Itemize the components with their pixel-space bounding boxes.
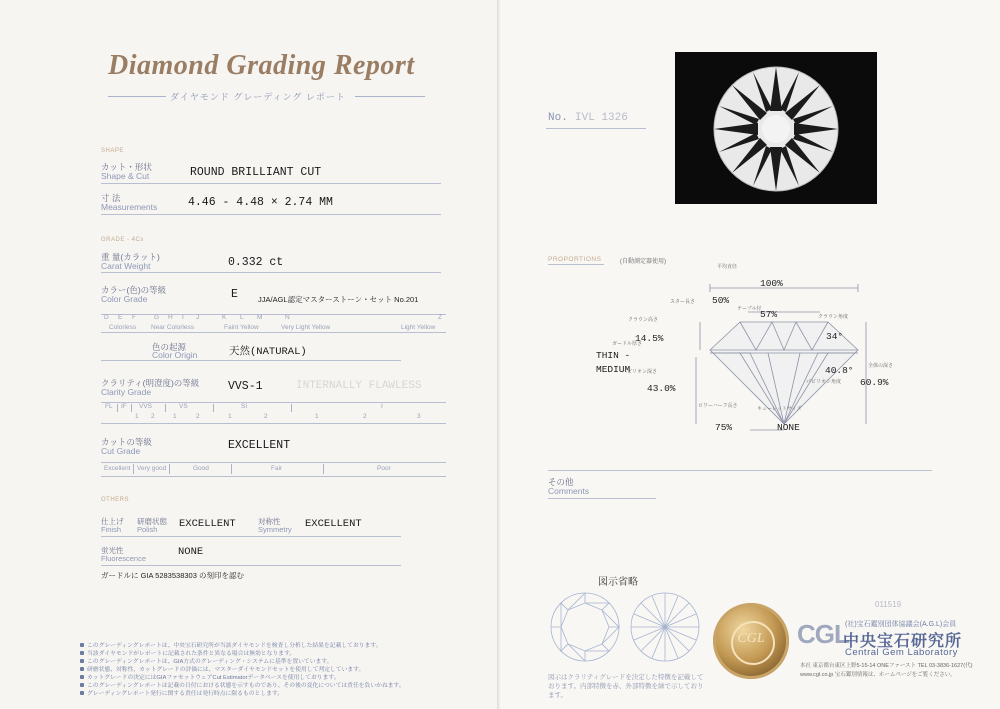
cut-label-en: Cut Grade xyxy=(101,446,141,456)
color-label-jp: カラー(色)の等級 xyxy=(101,285,167,295)
color-value: E xyxy=(231,288,238,301)
divider xyxy=(101,183,441,184)
lower-half-value: 75% xyxy=(715,422,733,433)
clarity-scale-line xyxy=(101,423,446,424)
divider xyxy=(101,214,441,215)
clarity-label-en: Clarity Grade xyxy=(101,387,152,397)
footnote: 研磨状態、対称性、カットグレードの評価には、マスターダイヤモンドセットを使用して判定しています。 xyxy=(80,666,480,674)
clarity-value: VVS-1 xyxy=(228,380,263,393)
serial-number: 011519 xyxy=(875,600,902,609)
diamond-profile-diagram xyxy=(690,262,880,442)
color-letter: K xyxy=(222,314,227,321)
polish-label-jp: 研磨状態 xyxy=(137,517,167,526)
color-letter: H xyxy=(168,314,173,321)
origin-label-en: Color Origin xyxy=(152,350,198,360)
culet-size-value: NONE xyxy=(777,422,800,433)
footnote: このグレーディングレポートは、GIA方式のグレーディング・システムに基準を置いています。 xyxy=(80,658,480,666)
girdle-inscription-note: ガードルに GIA 5283538303 の刻印を認む xyxy=(101,571,244,580)
color-letter: E xyxy=(118,314,123,321)
clarity-sub: 1 xyxy=(228,413,232,420)
cut-scale-poor: Poor xyxy=(377,465,391,472)
color-letter: N xyxy=(285,314,290,321)
proportions-auto-note: (自動測定器使用) xyxy=(620,259,666,265)
lower-half-label: ロワーハーフ長さ xyxy=(698,403,738,409)
divider xyxy=(101,565,401,566)
girdle-thickness-label: ガードル厚さ xyxy=(612,341,643,347)
color-scale xyxy=(101,314,446,334)
girdle-value-line2: MEDIUM xyxy=(596,364,631,375)
seal-text: CGL xyxy=(737,631,765,646)
title-rule-right xyxy=(355,96,425,97)
crown-angle-value: 34° xyxy=(826,331,844,342)
section-shape: SHAPE xyxy=(101,148,124,154)
section-grade: GRADE - 4Cs xyxy=(101,237,144,243)
comments-label-en: Comments xyxy=(548,486,590,496)
finish-label-en: Finish xyxy=(101,525,122,534)
crown-height-label: クラウン高さ xyxy=(628,317,659,323)
footnote: このグレーディングレポートは記載の日付における状態を示すものであり、その後の変化については責任を負いかねます。 xyxy=(80,682,480,690)
cut-value: EXCELLENT xyxy=(228,439,291,452)
origin-label-jp: 色の起源 xyxy=(152,342,187,352)
cut-scale-excellent: Excellent xyxy=(104,465,131,472)
cut-scale-good: Good xyxy=(193,465,209,472)
diamond-photo-image xyxy=(675,52,877,204)
clarity-label-jp: クラリティ(明澄度)の等級 xyxy=(101,378,200,388)
pavilion-angle-value: 40.8° xyxy=(825,365,854,376)
report-number-underline xyxy=(546,128,646,129)
clarity-sub: 1 xyxy=(315,413,319,420)
fluorescence-value: NONE xyxy=(178,546,204,558)
clarity-sub: 2 xyxy=(264,413,268,420)
clarity-grade-if: IF xyxy=(121,403,127,410)
pavilion-depth-value: 43.0% xyxy=(647,383,676,394)
girdle-value-line1: THIN - xyxy=(596,350,631,361)
diamond-photo xyxy=(675,52,877,204)
clarity-plot-diagram xyxy=(548,590,708,666)
plot-omitted-label: 図示省略 xyxy=(598,577,638,588)
clarity-sub: 2 xyxy=(363,413,367,420)
divider xyxy=(101,272,441,273)
color-scale-faint-yellow: Faint Yellow xyxy=(224,324,259,331)
table-size-label: テーブル径 xyxy=(737,306,762,312)
carat-value: 0.332 ct xyxy=(228,256,284,269)
color-masterstone-note: JJA/AGL認定マスターストーン・セット No.201 xyxy=(258,295,419,304)
divider xyxy=(548,470,932,471)
pavilion-angle-label: パビリオン角度 xyxy=(806,379,841,385)
lab-name-en: Central Gem Laboratory xyxy=(845,647,958,658)
footnote: グレーディングレポート発行に関する責任は発行時点に限るものとします。 xyxy=(80,690,480,698)
cut-scale-fair: Fair xyxy=(271,465,283,472)
color-scale-colorless: Colorless xyxy=(109,324,137,331)
cut-label-jp: カットの等級 xyxy=(101,437,152,447)
footnote: カットグレードの決定にはGIAファセットウェアCut Estimatorデータベースを使用しております。 xyxy=(80,674,480,682)
clarity-sub: 2 xyxy=(151,413,155,420)
finish-label-jp: 仕上げ xyxy=(101,517,124,526)
tick xyxy=(291,404,292,412)
clarity-sub: 3 xyxy=(417,413,421,420)
measurements-value: 4.46 - 4.48 × 2.74 MM xyxy=(188,196,333,209)
lab-website: www.cgl.co.jp 宝石鑑別情報は、ホームページをご覧ください。 xyxy=(800,672,956,678)
tick xyxy=(169,464,170,474)
color-letter: I xyxy=(182,314,184,321)
shape-label-en: Shape & Cut xyxy=(101,171,150,181)
report-number: IVL 1326 xyxy=(575,112,628,124)
clarity-ghost-text: INTERNALLY FLAWLESS xyxy=(296,380,422,392)
cgl-logo: CGL xyxy=(797,619,849,649)
symmetry-label-en: Symmetry xyxy=(258,525,292,534)
fluorescence-label-jp: 蛍光性 xyxy=(101,546,124,555)
symmetry-label-jp: 対称性 xyxy=(258,517,281,526)
cut-scale xyxy=(101,462,446,476)
tick xyxy=(213,404,214,412)
divider xyxy=(101,360,401,361)
fluorescence-label-en: Fluorescence xyxy=(101,554,147,563)
report-number-label: No. xyxy=(548,112,568,124)
symmetry-value: EXCELLENT xyxy=(305,518,362,530)
report-subtitle: ダイヤモンド グレーディング レポート xyxy=(170,92,346,102)
lab-association: (社)宝石鑑別団体協議会(A.G.L)会員 xyxy=(845,621,957,628)
measurements-label-en: Measurements xyxy=(101,202,158,212)
tick xyxy=(133,464,134,474)
clarity-sub: 1 xyxy=(173,413,177,420)
color-label-en: Color Grade xyxy=(101,294,148,304)
footnote: 当該ダイヤモンドがレポートに記載された条件と異なる場合は無効となります。 xyxy=(80,650,480,658)
total-width-label: 平均直径 xyxy=(717,264,738,270)
total-width-value: 100% xyxy=(760,278,783,289)
footnote: このグレーディングレポートは、中央宝石研究所が当該ダイヤモンドを検査し分析した結果を記載しております。 xyxy=(80,642,480,650)
polish-label-en: Polish xyxy=(137,525,158,534)
total-depth-value: 60.9% xyxy=(860,377,889,388)
tick xyxy=(117,404,118,412)
comments-label-jp: その他 xyxy=(548,477,574,487)
measurements-label-jp: 寸 法 xyxy=(101,193,121,203)
color-letter: M xyxy=(257,314,263,321)
tick xyxy=(165,404,166,412)
star-length-label: スター長さ xyxy=(670,299,696,305)
color-letter: J xyxy=(196,314,200,321)
crown-angle-label: クラウン角度 xyxy=(818,314,849,320)
plot-note: 図示はクラリティグレードを決定した特徴を記載しております。内部特徴を赤、外部特徴を緑で示しております。 xyxy=(548,674,704,699)
polish-value: EXCELLENT xyxy=(179,518,236,530)
lab-name-jp: 中央宝石研究所 xyxy=(843,633,963,650)
section-others: OTHERS xyxy=(101,497,130,503)
clarity-scale xyxy=(101,402,446,424)
color-scale-near-colorless: Near Colorless xyxy=(151,324,194,331)
color-scale-very-light-yellow: Very Light Yellow xyxy=(281,324,331,331)
color-scale-light-yellow: Light Yellow xyxy=(401,324,436,331)
footnotes xyxy=(80,642,480,698)
total-depth-label: 全体の深さ xyxy=(868,363,894,369)
tick xyxy=(323,464,324,474)
section-proportions: PROPORTIONS xyxy=(548,256,602,263)
table-size-value: 57% xyxy=(760,309,778,320)
color-letter: G xyxy=(154,314,160,321)
color-letter: F xyxy=(132,314,136,321)
divider xyxy=(101,536,401,537)
shape-value: ROUND BRILLIANT CUT xyxy=(190,166,322,179)
comments-underline xyxy=(548,498,656,499)
clarity-grade-vvs: VVS xyxy=(139,403,153,410)
lab-address: 本社 東京都台東区上野5-15-14 ONEファースト TEL 03-3836-1627(代) xyxy=(800,663,973,669)
clarity-grade-vs: VS xyxy=(179,403,188,410)
right-page xyxy=(500,0,1000,709)
proportions-underline xyxy=(548,264,604,265)
carat-label-jp: 重 量(カラット) xyxy=(101,252,160,262)
clarity-grade-fl: FL xyxy=(105,403,113,410)
clarity-sub: 2 xyxy=(196,413,200,420)
culet-size-label: キューレットサイズ xyxy=(757,406,802,412)
shape-label-jp: カット・形状 xyxy=(101,162,152,172)
report-title: Diamond Grading Report xyxy=(108,50,415,81)
clarity-sub: 1 xyxy=(135,413,139,420)
title-rule-left xyxy=(108,96,166,97)
color-scale-line xyxy=(101,332,446,333)
tick xyxy=(231,464,232,474)
color-letter: D xyxy=(104,314,109,321)
tick xyxy=(131,404,132,412)
clarity-grade-si: SI xyxy=(241,403,248,410)
gold-seal xyxy=(713,603,789,679)
origin-value: 天然(NATURAL) xyxy=(229,346,307,358)
color-letter: L xyxy=(240,314,244,321)
carat-label-en: Carat Weight xyxy=(101,261,151,271)
clarity-grade-i: I xyxy=(381,403,383,410)
cut-scale-very-good: Very good xyxy=(137,465,167,472)
crown-height-value: 14.5% xyxy=(635,333,664,344)
pavilion-depth-label: パビリオン深さ xyxy=(622,369,657,375)
cut-scale-line xyxy=(101,476,446,477)
star-length-value: 50% xyxy=(712,295,730,306)
color-letter: Z xyxy=(438,314,442,321)
